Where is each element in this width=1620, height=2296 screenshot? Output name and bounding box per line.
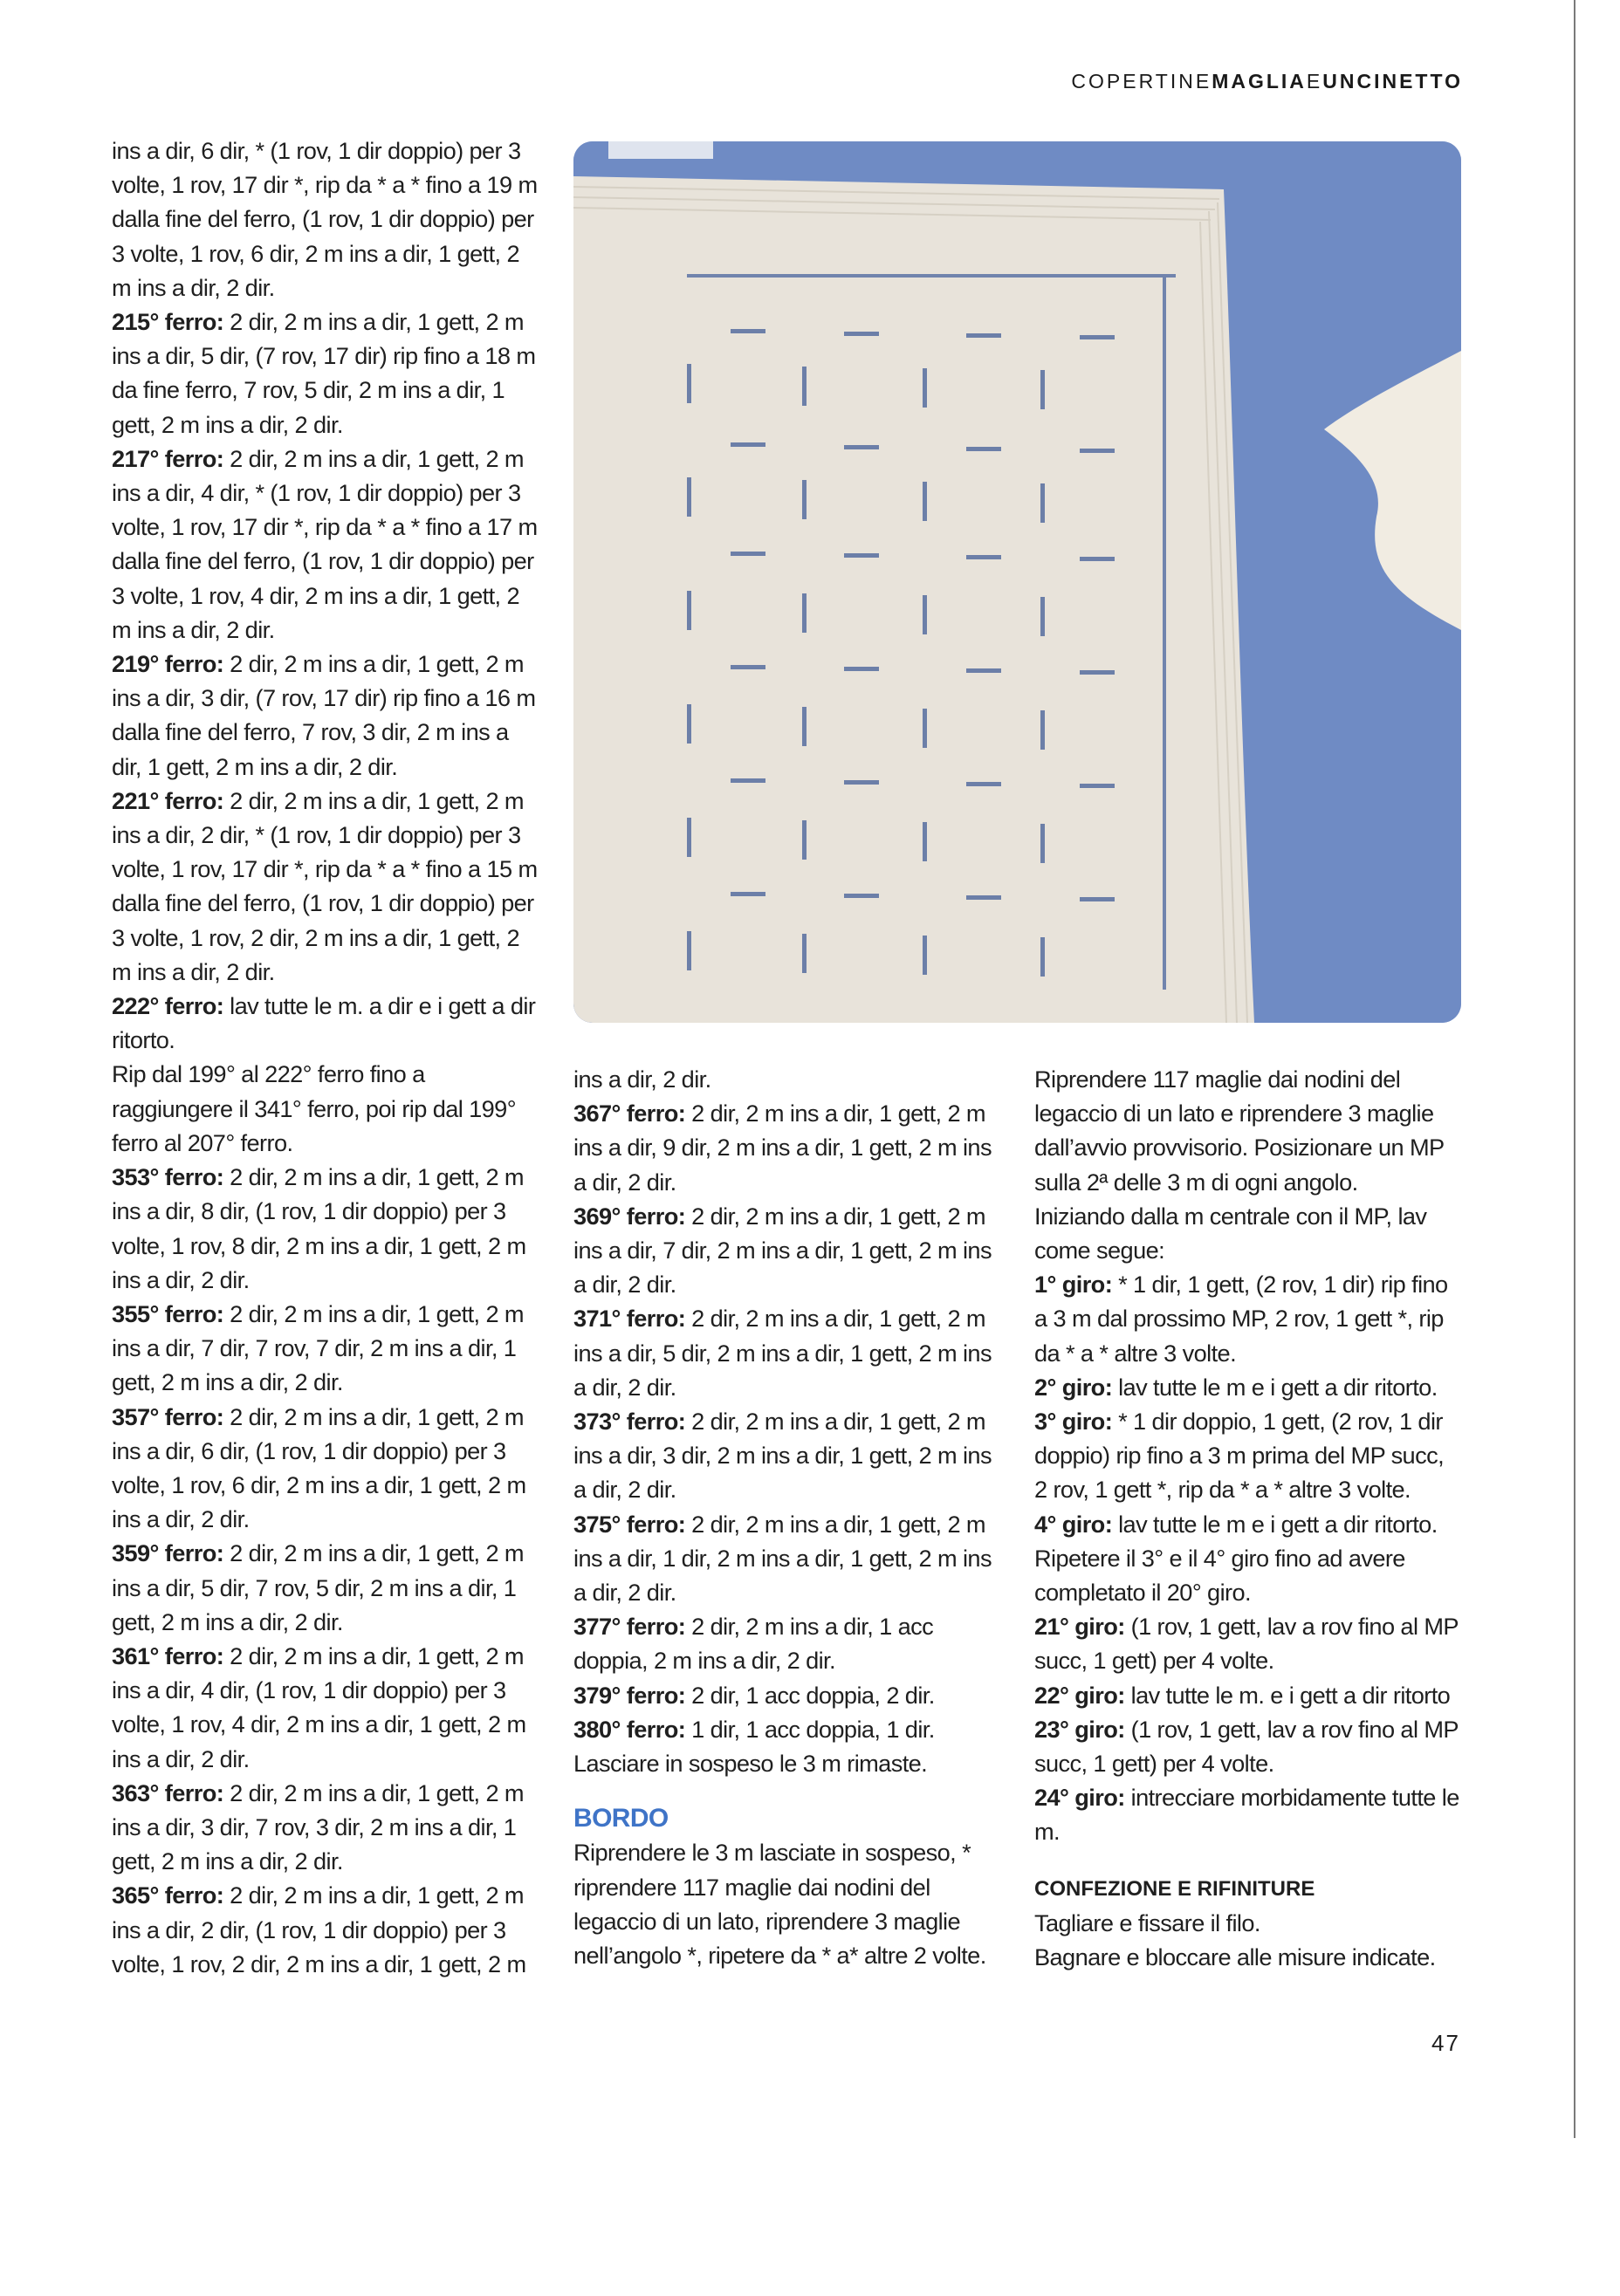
bordo-paragraph: Riprendere le 3 m lasciate in sospeso, * riprendere 117 maglie dai nodini del legaccio di un lato, riprendere 3 maglie nell’angolo *, ripetere da * a* altre 2 volte.: [573, 1839, 986, 1970]
instruction-text: Rip dal 199° al 222° ferro fino a raggiungere il 341° ferro, poi rip dal 199° ferro al 207° ferro.: [112, 1060, 516, 1156]
instruction-paragraph: [573, 1609, 1001, 1677]
column-1: [112, 134, 539, 1981]
instruction-paragraph: [112, 989, 539, 1057]
row-label: 219° ferro:: [112, 650, 224, 678]
instruction-paragraph: [573, 1507, 1001, 1610]
instruction-text: lav tutte le m e i gett a dir ritorto.: [1112, 1510, 1438, 1538]
row-label: 222° ferro:: [112, 992, 224, 1020]
instruction-paragraph: [112, 1057, 539, 1160]
instruction-text: 2 dir, 2 m ins a dir, 1 gett, 2 m ins a dir, 4 dir, (1 rov, 1 dir doppio) per 3 volte, 1 rov, 4 dir, 2 m ins a dir, 1 gett, 2 m ins a dir, 2 dir.: [112, 1641, 526, 1772]
row-label: 379° ferro:: [573, 1681, 686, 1709]
instruction-text: 2 dir, 2 m ins a dir, 1 gett, 2 m ins a dir, 3 dir, 7 rov, 3 dir, 2 m ins a dir, 1 gett, 2 m ins a dir, 2 dir.: [112, 1779, 524, 1875]
instruction-text: 2 dir, 2 m ins a dir, 1 gett, 2 m ins a dir, 5 dir, 7 rov, 5 dir, 2 m ins a dir, 1 gett, 2 m ins a dir, 2 dir.: [112, 1539, 524, 1635]
instruction-paragraph: [112, 1878, 539, 1981]
row-label: 377° ferro:: [573, 1613, 686, 1641]
instruction-paragraph: [1034, 1678, 1462, 1712]
instruction-paragraph: [573, 1301, 1001, 1404]
instruction-text: lav tutte le m e i gett a dir ritorto.: [1112, 1373, 1438, 1401]
instruction-text: 1 dir, 1 acc doppia, 1 dir.: [685, 1715, 935, 1743]
instruction-text: 2 dir, 2 m ins a dir, 1 gett, 2 m ins a dir, 4 dir, * (1 rov, 1 dir doppio) per 3 volte, 1 rov, 17 dir *, rip da * a * fino a 17 m dalla fine del ferro, (1 rov, 1 dir doppio) per 3 volte, 1 rov, 4 dir, 2 m ins a dir, 1 gett, 2 m ins a dir, 2 dir.: [112, 444, 538, 643]
page-edge-rule: [1574, 0, 1575, 2138]
instruction-text: Iniziando dalla m centrale con il MP, lav come segue:: [1034, 1202, 1427, 1265]
instruction-text: 2 dir, 2 m ins a dir, 1 gett, 2 m ins a dir, 3 dir, 2 m ins a dir, 1 gett, 2 m ins a dir, 2 dir.: [573, 1408, 992, 1504]
instruction-text: ins a dir, 6 dir, * (1 rov, 1 dir doppio) per 3 volte, 1 rov, 17 dir *, rip da * a * fino a 19 m dalla fine del ferro, (1 rov, 1 dir doppio) per 3 volte, 1 rov, 6 dir, 2 m ins a dir, 1 gett, 2 m ins a dir, 2 dir.: [112, 137, 538, 301]
instruction-text: intrecciare morbidamente tutte le m.: [1034, 1784, 1459, 1846]
instruction-paragraph: [112, 134, 539, 305]
instruction-text: (1 rov, 1 gett, lav a rov fino al MP succ, 1 gett) per 4 volte.: [1034, 1715, 1459, 1778]
round-label: 1° giro:: [1034, 1271, 1113, 1299]
instruction-text: 2 dir, 2 m ins a dir, 1 gett, 2 m ins a dir, 5 dir, (7 rov, 17 dir) rip fino a 18 m da fine ferro, 7 rov, 5 dir, 2 m ins a dir, 1 gett, 2 m ins a dir, 2 dir.: [112, 308, 536, 438]
instruction-paragraph: [112, 1160, 539, 1297]
instruction-text: Riprendere 117 maglie dai nodini del legaccio di un lato e riprendere 3 maglie dall’avvio provvisorio. Posizionare un MP sulla 2ª delle 3 m di ogni angolo.: [1034, 1066, 1445, 1196]
instruction-text: 2 dir, 2 m ins a dir, 1 gett, 2 m ins a dir, 9 dir, 2 m ins a dir, 1 gett, 2 m ins a dir, 2 dir.: [573, 1100, 992, 1196]
instruction-paragraph: [1034, 1609, 1462, 1677]
instruction-text: Lasciare in sospeso le 3 m rimaste.: [573, 1750, 928, 1778]
row-label: 359° ferro:: [112, 1539, 224, 1567]
row-label: 371° ferro:: [573, 1305, 686, 1333]
round-label: 3° giro:: [1034, 1408, 1113, 1436]
instruction-text: 2 dir, 2 m ins a dir, 1 gett, 2 m ins a dir, 8 dir, (1 rov, 1 dir doppio) per 3 volte, 1 rov, 8 dir, 2 m ins a dir, 1 gett, 2 m ins a dir, 2 dir.: [112, 1163, 526, 1293]
row-label: 363° ferro:: [112, 1779, 224, 1806]
round-label: 4° giro:: [1034, 1510, 1113, 1538]
round-label: 23° giro:: [1034, 1715, 1125, 1743]
page-number: 47: [1431, 2030, 1460, 2056]
row-label: 367° ferro:: [573, 1100, 686, 1127]
instruction-paragraph: [112, 784, 539, 989]
column-3: [1034, 1062, 1462, 1974]
row-label: 215° ferro:: [112, 308, 224, 336]
round-label: 2° giro:: [1034, 1373, 1113, 1401]
section-title-bordo: BORDO: [573, 1804, 669, 1833]
row-label: 365° ferro:: [112, 1881, 224, 1909]
instruction-text: 2 dir, 2 m ins a dir, 1 gett, 2 m ins a dir, 5 dir, 2 m ins a dir, 1 gett, 2 m ins a dir, 2 dir.: [573, 1305, 992, 1401]
instruction-paragraph: [573, 1062, 1001, 1096]
row-label: 217° ferro:: [112, 444, 224, 472]
instruction-text: lav tutte le m. a dir e i gett a dir ritorto.: [112, 992, 536, 1054]
instruction-paragraph: [112, 305, 539, 442]
instruction-paragraph: [112, 647, 539, 784]
instruction-paragraph: [573, 1712, 1001, 1746]
row-label: 369° ferro:: [573, 1202, 686, 1230]
section-title-confezione: CONFEZIONE E RIFINITURE: [1034, 1876, 1315, 1901]
instruction-paragraph: [112, 1400, 539, 1537]
confezione-line: Bagnare e bloccare alle misure indicate.: [1034, 1943, 1436, 1971]
instruction-text: ins a dir, 2 dir.: [573, 1066, 711, 1093]
instruction-paragraph: [112, 442, 539, 647]
instruction-paragraph: [1034, 1062, 1462, 1199]
row-label: 357° ferro:: [112, 1402, 224, 1430]
instruction-paragraph: [573, 1678, 1001, 1712]
instruction-paragraph: [1034, 1780, 1462, 1848]
instruction-text: 2 dir, 1 acc doppia, 2 dir.: [685, 1681, 935, 1709]
round-label: 24° giro:: [1034, 1784, 1125, 1812]
instruction-text: Ripetere il 3° e il 4° giro fino ad avere completato il 20° giro.: [1034, 1544, 1405, 1607]
instruction-paragraph: [1034, 1199, 1462, 1267]
row-label: 353° ferro:: [112, 1163, 224, 1191]
instruction-paragraph: [573, 1199, 1001, 1302]
row-label: 373° ferro:: [573, 1408, 686, 1436]
header-part-uncinetto: UNCINETTO: [1322, 70, 1463, 93]
instruction-text: 2 dir, 2 m ins a dir, 1 gett, 2 m ins a dir, 3 dir, (7 rov, 17 dir) rip fino a 16 m dalla fine del ferro, 7 rov, 3 dir, 2 m ins a dir, 1 gett, 2 m ins a dir, 2 dir.: [112, 650, 536, 780]
header-part-maglia: MAGLIA: [1212, 70, 1307, 93]
instruction-text: lav tutte le m. e i gett a dir ritorto: [1124, 1681, 1451, 1709]
round-label: 21° giro:: [1034, 1613, 1125, 1641]
instruction-paragraph: [112, 1776, 539, 1879]
row-label: 355° ferro:: [112, 1299, 224, 1327]
instruction-paragraph: [573, 1404, 1001, 1507]
blanket-illustration: [573, 141, 1461, 1023]
instruction-paragraph: [1034, 1712, 1462, 1780]
instruction-paragraph: [112, 1297, 539, 1400]
round-label: 22° giro:: [1034, 1681, 1125, 1709]
header-part-copertine: COPERTINE: [1071, 70, 1212, 93]
confezione-line: Tagliare e fissare il filo.: [1034, 1909, 1260, 1936]
instruction-text: (1 rov, 1 gett, lav a rov fino al MP succ, 1 gett) per 4 volte.: [1034, 1613, 1459, 1675]
instruction-paragraph: [573, 1746, 1001, 1780]
instruction-text: 2 dir, 2 m ins a dir, 1 gett, 2 m ins a dir, 7 dir, 2 m ins a dir, 1 gett, 2 m ins a dir, 2 dir.: [573, 1202, 992, 1299]
row-label: 380° ferro:: [573, 1715, 686, 1743]
instruction-text: 2 dir, 2 m ins a dir, 1 gett, 2 m ins a dir, 1 dir, 2 m ins a dir, 1 gett, 2 m ins a dir, 2 dir.: [573, 1510, 992, 1607]
instruction-text: 2 dir, 2 m ins a dir, 1 gett, 2 m ins a dir, 6 dir, (1 rov, 1 dir doppio) per 3 volte, 1 rov, 6 dir, 2 m ins a dir, 1 gett, 2 m ins a dir, 2 dir.: [112, 1402, 526, 1533]
instruction-text: 2 dir, 2 m ins a dir, 1 gett, 2 m ins a dir, 7 dir, 7 rov, 7 dir, 2 m ins a dir, 1 gett, 2 m ins a dir, 2 dir.: [112, 1299, 524, 1396]
instruction-text: * 1 dir doppio, 1 gett, (2 rov, 1 dir doppio) rip fino a 3 m prima del MP succ, 2 rov, 1 gett *, rip da * a * altre 3 volte.: [1034, 1408, 1445, 1504]
instruction-paragraph: [1034, 1541, 1462, 1609]
instruction-paragraph: [1034, 1370, 1462, 1404]
instruction-paragraph: [112, 1639, 539, 1776]
instruction-paragraph: [1034, 1404, 1462, 1507]
row-label: 221° ferro:: [112, 786, 224, 814]
row-label: 375° ferro:: [573, 1510, 686, 1538]
row-label: 361° ferro:: [112, 1641, 224, 1669]
running-header: [1071, 70, 1463, 93]
blanket-photo: [573, 141, 1461, 1023]
instruction-paragraph: [112, 1536, 539, 1639]
header-part-e: E: [1306, 70, 1323, 93]
instruction-text: 2 dir, 2 m ins a dir, 1 gett, 2 m ins a dir, 2 dir, * (1 rov, 1 dir doppio) per 3 volte, 1 rov, 17 dir *, rip da * a * fino a 15 m dalla fine del ferro, (1 rov, 1 dir doppio) per 3 volte, 1 rov, 2 dir, 2 m ins a dir, 1 gett, 2 m ins a dir, 2 dir.: [112, 786, 538, 985]
instruction-paragraph: [1034, 1507, 1462, 1541]
instruction-text: 2 dir, 2 m ins a dir, 1 gett, 2 m ins a dir, 2 dir, (1 rov, 1 dir doppio) per 3 volte, 1 rov, 2 dir, 2 m ins a dir, 1 gett, 2 m: [112, 1881, 526, 1977]
instruction-paragraph: [573, 1096, 1001, 1199]
instruction-text: 2 dir, 2 m ins a dir, 1 acc doppia, 2 m ins a dir, 2 dir.: [573, 1613, 934, 1675]
column-2: [573, 1062, 1001, 1972]
instruction-text: * 1 dir, 1 gett, (2 rov, 1 dir) rip fino a 3 m dal prossimo MP, 2 rov, 1 gett *, rip da * a * altre 3 volte.: [1034, 1271, 1448, 1367]
instruction-paragraph: [1034, 1267, 1462, 1370]
